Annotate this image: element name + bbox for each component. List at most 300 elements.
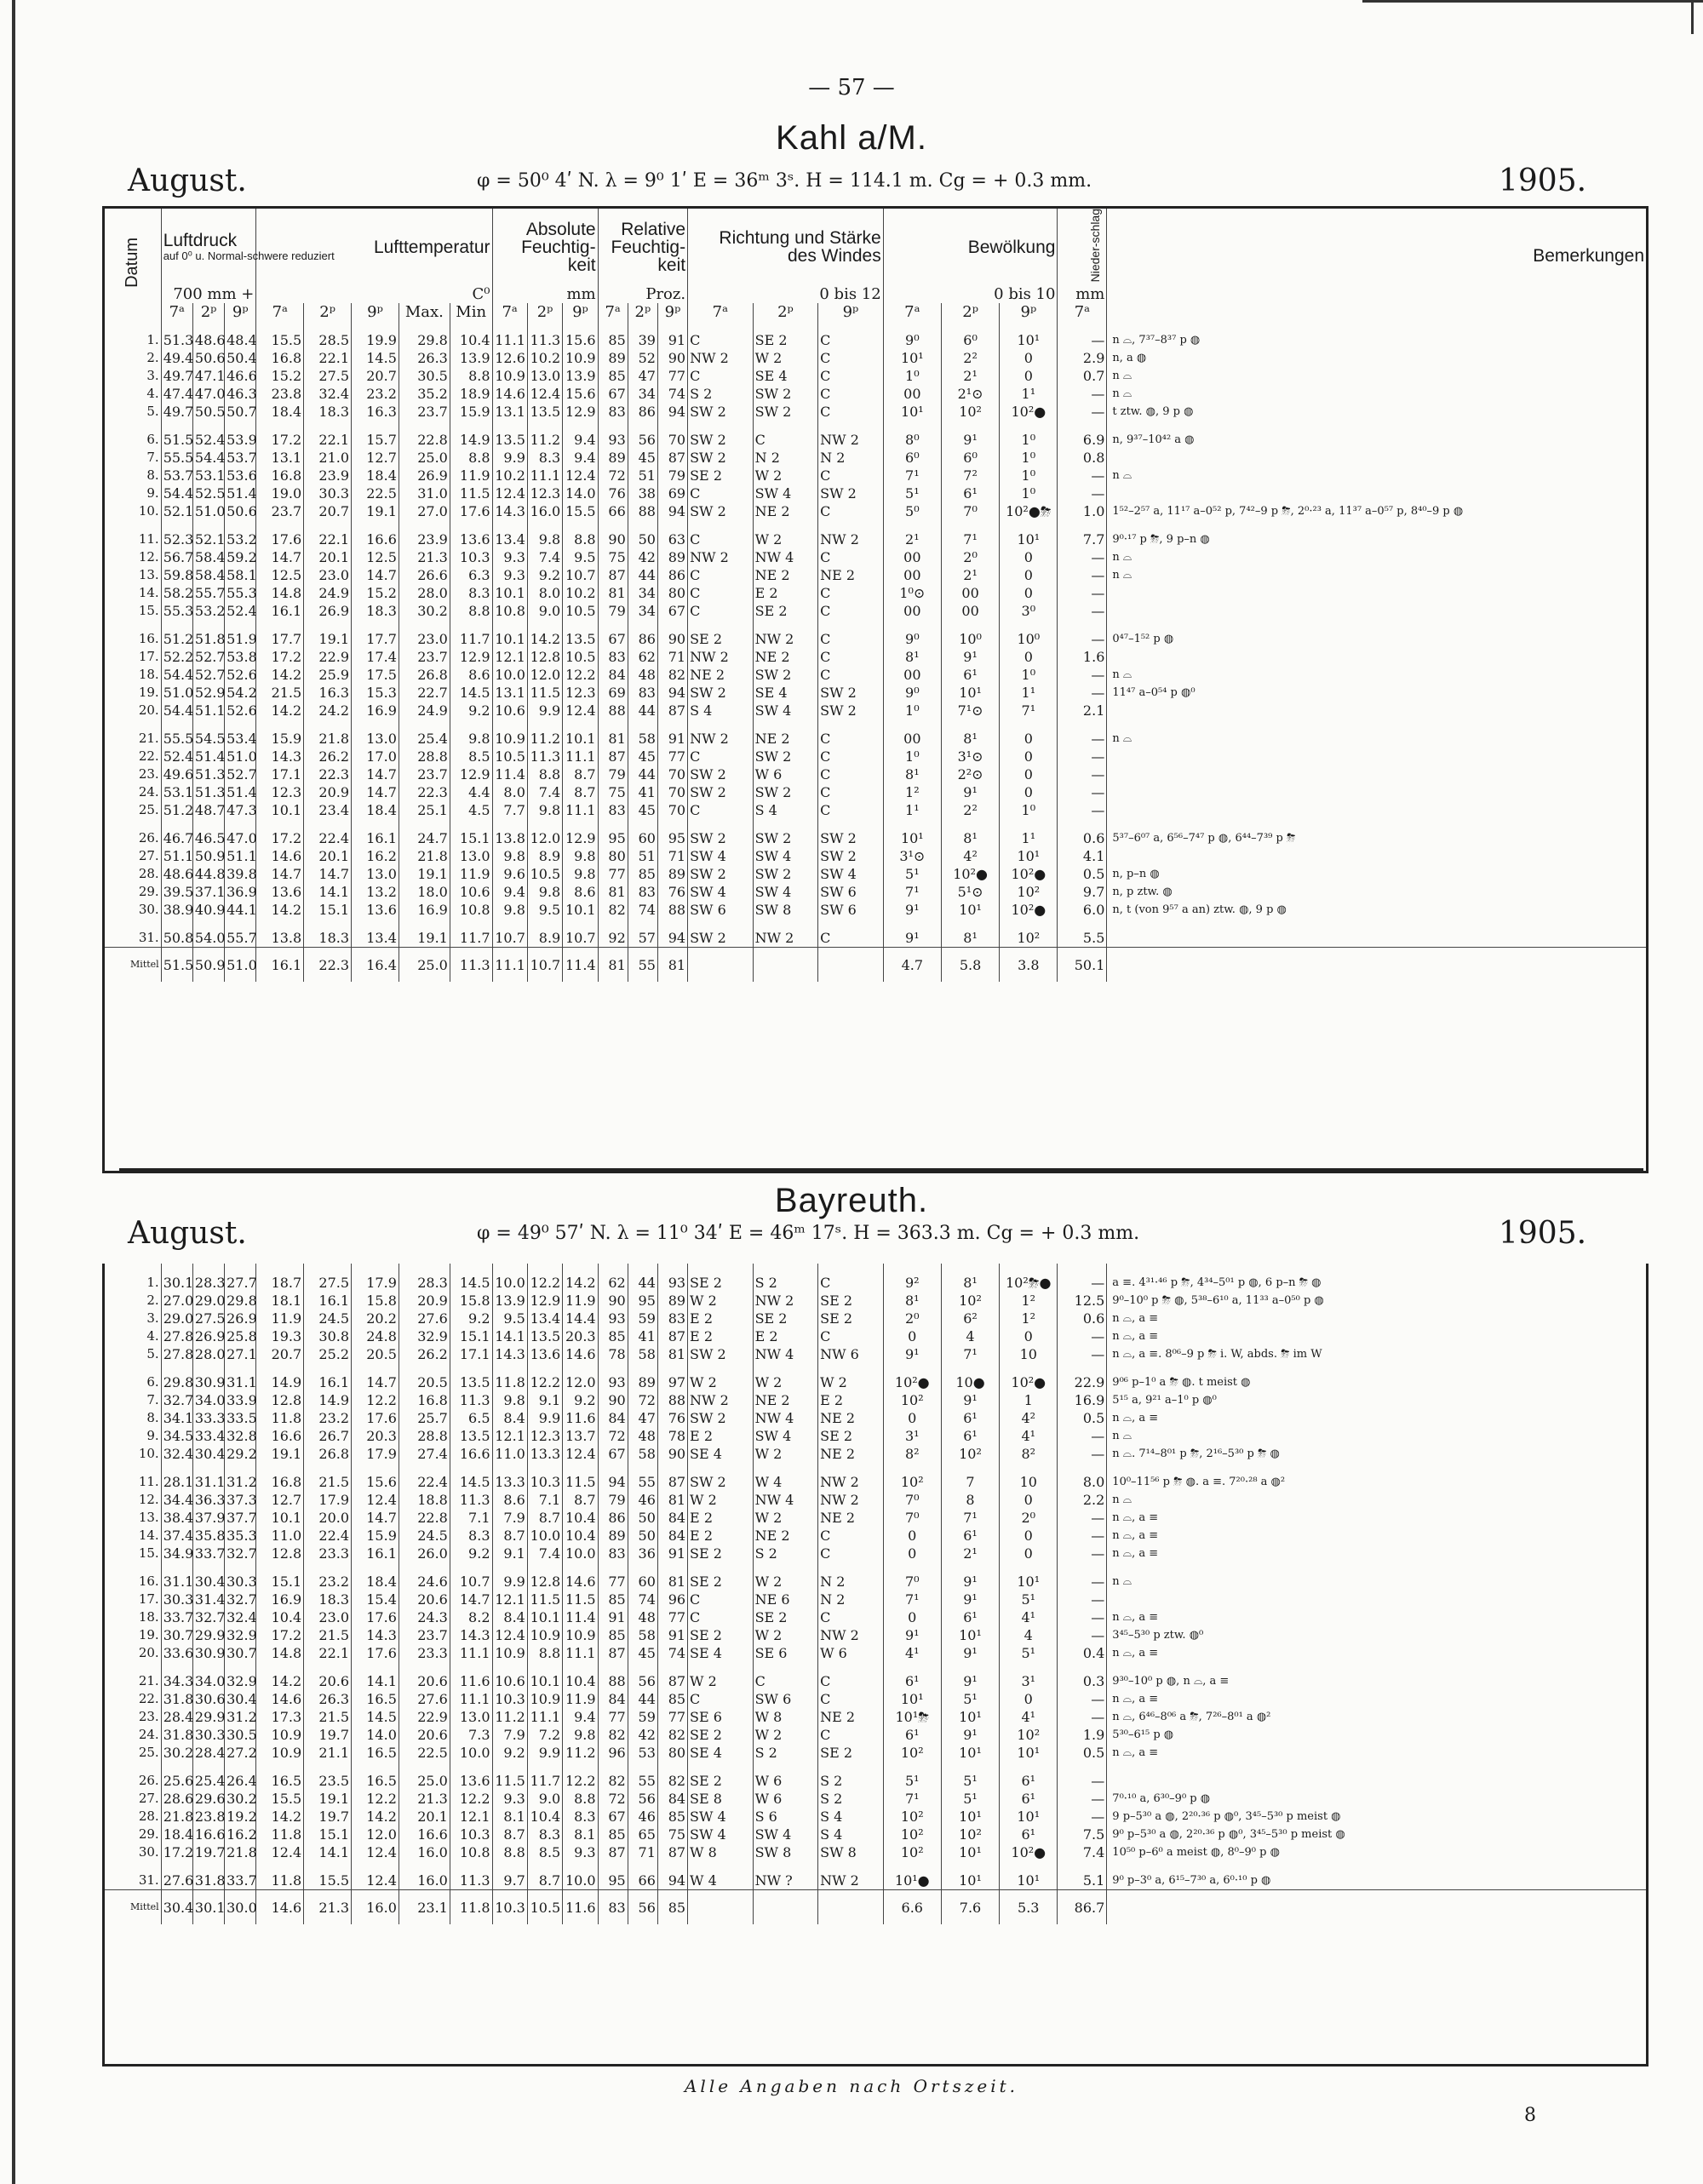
cell-a7: 12.4 <box>492 1626 527 1644</box>
cell-w7: SW 2 <box>688 403 754 421</box>
cell-p2: 53.2 <box>192 602 224 620</box>
cell-p2: 48.6 <box>192 321 224 349</box>
mittel-cell-nied: 50.1 <box>1058 948 1107 983</box>
cell-tmin: 10.7 <box>450 1562 492 1591</box>
cell-day: 30. <box>138 902 159 918</box>
cell-r9: 76 <box>657 1409 687 1427</box>
cell-nied: 2.2 <box>1058 1491 1107 1509</box>
cell-nied: 7.7 <box>1058 520 1107 548</box>
cell-a7: 12.1 <box>492 1591 527 1608</box>
cell-p7: 53.1 <box>161 783 192 801</box>
cell-w7: E 2 <box>688 1427 754 1445</box>
cell-b9: 1⁰ <box>1000 484 1058 502</box>
cell-rem: 10⁵⁰ p–6⁰ a meist ◍, 8⁰–9⁰ p ◍ <box>1107 1843 1646 1861</box>
cell-b2: 10¹ <box>941 1843 999 1861</box>
cell-a9: 12.9 <box>563 403 598 421</box>
cell-p7: 51.0 <box>161 684 192 702</box>
cell-t9: 17.6 <box>352 1608 399 1626</box>
cell-nied: — <box>1058 1626 1107 1644</box>
cell-w2: SW 8 <box>753 901 818 919</box>
cell-b7: 8¹ <box>883 765 941 783</box>
cell-a9: 14.6 <box>563 1562 598 1591</box>
cell-p7: 33.7 <box>161 1608 192 1626</box>
cell-nied: 4.1 <box>1058 847 1107 865</box>
cell-t9: 12.4 <box>352 1491 399 1509</box>
cell-b2: 10¹ <box>941 684 999 702</box>
cell-p9: 27.2 <box>225 1744 256 1762</box>
cell-day: 24. <box>138 1727 159 1742</box>
cell-nied: 1.6 <box>1058 648 1107 666</box>
cell-t2: 26.3 <box>304 1690 352 1708</box>
cell-r9: 91 <box>657 1545 687 1562</box>
mittel-cell-r7: 83 <box>598 1890 628 1925</box>
cell-p7: 52.1 <box>161 502 192 520</box>
cell-w7: C <box>688 484 754 502</box>
cell-w2: SW 4 <box>753 883 818 901</box>
cell-w2: W 6 <box>753 765 818 783</box>
cell-day: 29. <box>138 1826 159 1842</box>
cell-p2: 50.9 <box>192 847 224 865</box>
cell-r2: 58 <box>628 1626 657 1644</box>
cell-w2: SE 2 <box>753 1608 818 1626</box>
cell-a2: 12.2 <box>527 1264 562 1292</box>
cell-w7: SW 4 <box>688 883 754 901</box>
cell-w7: SW 2 <box>688 684 754 702</box>
cell-tmax: 28.8 <box>399 1427 450 1445</box>
mittel-cell-t7: 14.6 <box>256 1890 304 1925</box>
cell-tmin: 10.3 <box>450 1826 492 1843</box>
table-row <box>105 1744 1646 1762</box>
cell-a9: 10.4 <box>563 1662 598 1690</box>
cell-r7: 87 <box>598 748 628 765</box>
cell-a7: 10.0 <box>492 1264 527 1292</box>
cell-a7: 8.6 <box>492 1491 527 1509</box>
cell-w9: C <box>818 1608 884 1626</box>
cell-a7: 9.4 <box>492 883 527 901</box>
cell-t2: 15.1 <box>304 901 352 919</box>
table-row <box>105 1808 1646 1826</box>
cell-tmax: 32.9 <box>399 1327 450 1345</box>
cell-w9: SE 2 <box>818 1744 884 1762</box>
cell-w2: SW 2 <box>753 666 818 684</box>
cell-b2: 4² <box>941 847 999 865</box>
cell-day: 5. <box>146 404 159 420</box>
cell-b7: 1⁰ <box>883 367 941 385</box>
cell-nied: 0.5 <box>1058 865 1107 883</box>
mittel-cell-a2: 10.5 <box>527 1890 562 1925</box>
cell-w9: SW 6 <box>818 901 884 919</box>
cell-p2: 47.1 <box>192 367 224 385</box>
table-row <box>105 1826 1646 1843</box>
cell-w2: SW 2 <box>753 865 818 883</box>
cell-t9: 17.5 <box>352 666 399 684</box>
cell-p7: 31.8 <box>161 1690 192 1708</box>
cell-tmax: 20.5 <box>399 1363 450 1391</box>
cell-b7: 5⁰ <box>883 502 941 520</box>
cell-w9: N 2 <box>818 1562 884 1591</box>
cell-nied: — <box>1058 1790 1107 1808</box>
cell-t9: 19.9 <box>352 321 399 349</box>
cell-w7: E 2 <box>688 1327 754 1345</box>
cell-t7: 15.2 <box>256 367 304 385</box>
table-row <box>105 321 1646 349</box>
cell-r7: 85 <box>598 1626 628 1644</box>
cell-w9: C <box>818 765 884 783</box>
cell-p9: 25.8 <box>225 1327 256 1345</box>
cell-a2: 8.7 <box>527 1509 562 1527</box>
cell-p7: 27.8 <box>161 1345 192 1363</box>
cell-t9: 19.1 <box>352 502 399 520</box>
cell-a2: 12.8 <box>527 1562 562 1591</box>
cell-tmax: 20.9 <box>399 1292 450 1310</box>
cell-r2: 74 <box>628 1591 657 1608</box>
cell-b2: 10¹ <box>941 1808 999 1826</box>
cell-a2: 12.0 <box>527 666 562 684</box>
cell-b7: 9² <box>883 1264 941 1292</box>
cell-b2: 5¹ <box>941 1762 999 1790</box>
cell-p9: 32.9 <box>225 1626 256 1644</box>
cell-a9: 10.5 <box>563 648 598 666</box>
cell-p2: 37.1 <box>192 883 224 901</box>
cell-b7: 0 <box>883 1527 941 1545</box>
cell-w7: SE 2 <box>688 620 754 648</box>
mittel-cell-t9: 16.0 <box>352 1890 399 1925</box>
cell-w9: NE 2 <box>818 566 884 584</box>
cell-t2: 17.9 <box>304 1491 352 1509</box>
page-number: — 57 — <box>808 75 895 100</box>
cell-a2: 11.2 <box>527 719 562 748</box>
cell-a7: 9.3 <box>492 566 527 584</box>
subheader-cell: 7ᵃ <box>688 303 754 321</box>
header-bemerkungen: Bemerkungen <box>1107 209 1646 303</box>
cell-w7: SW 2 <box>688 1409 754 1427</box>
mittel-cell-w9 <box>818 948 884 983</box>
cell-a9: 10.0 <box>563 1545 598 1562</box>
cell-w7: C <box>688 1690 754 1708</box>
cell-tmax: 24.9 <box>399 702 450 719</box>
mittel-cell-r9: 81 <box>657 948 687 983</box>
cell-t7: 12.4 <box>256 1843 304 1861</box>
table-row <box>105 1445 1646 1463</box>
cell-t2: 23.2 <box>304 1409 352 1427</box>
cell-t2: 24.2 <box>304 702 352 719</box>
cell-a2: 12.8 <box>527 648 562 666</box>
cell-t9: 24.8 <box>352 1327 399 1345</box>
cell-b2: 6² <box>941 1310 999 1327</box>
cell-b2: 9¹ <box>941 421 999 449</box>
cell-t9: 14.5 <box>352 349 399 367</box>
cell-p9: 52.6 <box>225 666 256 684</box>
cell-p7: 59.8 <box>161 566 192 584</box>
cell-t7: 12.3 <box>256 783 304 801</box>
cell-r7: 92 <box>598 919 628 948</box>
mittel-label: Mittel <box>105 1890 161 1925</box>
cell-r9: 90 <box>657 620 687 648</box>
cell-rem: n ⌓, a ≡ <box>1107 1527 1646 1545</box>
header-rel-feuchtigkeit: Relative Feuchtig-keit <box>598 209 687 285</box>
cell-p7: 34.9 <box>161 1545 192 1562</box>
cell-w2: NE 2 <box>753 1527 818 1545</box>
mittel-cell-r7: 81 <box>598 948 628 983</box>
cell-p9: 58.1 <box>225 566 256 584</box>
cell-t2: 21.8 <box>304 719 352 748</box>
cell-nied: — <box>1058 748 1107 765</box>
cell-tmin: 9.2 <box>450 702 492 719</box>
cell-b2: 7¹ <box>941 1345 999 1363</box>
cell-t7: 15.5 <box>256 321 304 349</box>
cell-r9: 94 <box>657 919 687 948</box>
cell-a9: 11.6 <box>563 1409 598 1427</box>
cell-p7: 52.2 <box>161 648 192 666</box>
cell-nied: — <box>1058 321 1107 349</box>
mittel-cell-nied: 86.7 <box>1058 1890 1107 1925</box>
cell-w9: C <box>818 602 884 620</box>
header-niederschlag: Nieder-schlag <box>1058 209 1107 285</box>
cell-b7: 1¹ <box>883 801 941 819</box>
cell-b9: 10² <box>1000 919 1058 948</box>
cell-tmax: 16.0 <box>399 1843 450 1861</box>
cell-p2: 34.0 <box>192 1391 224 1409</box>
cell-r7: 79 <box>598 1491 628 1509</box>
cell-b2: 3¹⊙ <box>941 748 999 765</box>
cell-b2: 10¹ <box>941 1626 999 1644</box>
mittel-cell-w2 <box>753 1890 818 1925</box>
cell-a7: 13.8 <box>492 819 527 847</box>
cell-w9: NW 2 <box>818 1491 884 1509</box>
cell-tmax: 25.7 <box>399 1409 450 1427</box>
cell-w2: E 2 <box>753 1327 818 1345</box>
cell-a2: 10.2 <box>527 349 562 367</box>
cell-rem <box>1107 748 1646 765</box>
cell-t9: 22.5 <box>352 484 399 502</box>
cell-t2: 21.0 <box>304 449 352 467</box>
cell-p9: 35.3 <box>225 1527 256 1545</box>
cell-b2: 7¹ <box>941 520 999 548</box>
cell-r2: 46 <box>628 1491 657 1509</box>
cell-w9: C <box>818 801 884 819</box>
cell-w2: NW 4 <box>753 1409 818 1427</box>
cell-w9: W 2 <box>818 1363 884 1391</box>
cell-tmin: 13.5 <box>450 1427 492 1445</box>
subheader-cell: 9ᵖ <box>657 303 687 321</box>
cell-w2: NW 4 <box>753 548 818 566</box>
cell-a9: 10.1 <box>563 719 598 748</box>
cell-w7: SW 2 <box>688 1463 754 1491</box>
cell-t2: 23.3 <box>304 1545 352 1562</box>
cell-rem: n ⌓ <box>1107 1562 1646 1591</box>
cell-b7: 8¹ <box>883 648 941 666</box>
cell-r9: 82 <box>657 666 687 684</box>
cell-r9: 85 <box>657 1690 687 1708</box>
cell-a2: 10.3 <box>527 1463 562 1491</box>
cell-rem: n ⌓, a ≡ <box>1107 1608 1646 1626</box>
cell-day: 28. <box>138 1809 159 1824</box>
cell-tmax: 24.6 <box>399 1562 450 1591</box>
cell-r9: 94 <box>657 684 687 702</box>
cell-b7: 8¹ <box>883 1292 941 1310</box>
cell-p9: 29.2 <box>225 1445 256 1463</box>
cell-a7: 10.9 <box>492 367 527 385</box>
cell-b2: 10● <box>941 1363 999 1391</box>
cell-p2: 29.0 <box>192 1292 224 1310</box>
cell-t7: 19.0 <box>256 484 304 502</box>
cell-b7: 2⁰ <box>883 1310 941 1327</box>
cell-t2: 20.7 <box>304 502 352 520</box>
cell-r2: 34 <box>628 385 657 403</box>
cell-nied: — <box>1058 484 1107 502</box>
cell-tmin: 13.0 <box>450 847 492 865</box>
cell-rem: 5³⁰–6¹⁵ p ◍ <box>1107 1726 1646 1744</box>
cell-w2: NW 2 <box>753 1292 818 1310</box>
cell-w9: SE 2 <box>818 1310 884 1327</box>
cell-w2: SW 2 <box>753 783 818 801</box>
cell-p7: 34.1 <box>161 1409 192 1427</box>
cell-tmin: 10.3 <box>450 548 492 566</box>
cell-a2: 9.8 <box>527 801 562 819</box>
cell-a7: 9.3 <box>492 1790 527 1808</box>
subheader-cell: 7ᵃ <box>883 303 941 321</box>
cell-day: 31. <box>138 1872 159 1888</box>
mittel-cell-t2: 21.3 <box>304 1890 352 1925</box>
mittel-cell-t7: 16.1 <box>256 948 304 983</box>
cell-a7: 10.7 <box>492 919 527 948</box>
cell-b2: 10⁰ <box>941 620 999 648</box>
cell-b7: 1² <box>883 783 941 801</box>
cell-t7: 10.4 <box>256 1608 304 1626</box>
cell-r2: 42 <box>628 1726 657 1744</box>
cell-t9: 17.6 <box>352 1409 399 1427</box>
cell-r7: 95 <box>598 819 628 847</box>
cell-b7: 8² <box>883 1445 941 1463</box>
cell-nied: 5.1 <box>1058 1861 1107 1890</box>
cell-t7: 11.8 <box>256 1826 304 1843</box>
cell-p9: 32.9 <box>225 1662 256 1690</box>
cell-a9: 15.5 <box>563 502 598 520</box>
cell-p9: 50.6 <box>225 502 256 520</box>
cell-a7: 9.8 <box>492 847 527 865</box>
cell-r9: 80 <box>657 1744 687 1762</box>
cell-b2: 2² <box>941 801 999 819</box>
cell-b9: 0 <box>1000 765 1058 783</box>
cell-t2: 19.7 <box>304 1726 352 1744</box>
cell-w2: W 2 <box>753 1626 818 1644</box>
cell-w9: W 6 <box>818 1644 884 1662</box>
cell-t2: 22.1 <box>304 520 352 548</box>
cell-b2: 9¹ <box>941 783 999 801</box>
cell-b7: 9¹ <box>883 919 941 948</box>
cell-a2: 9.0 <box>527 1790 562 1808</box>
cell-r2: 85 <box>628 865 657 883</box>
cell-r9: 89 <box>657 1292 687 1310</box>
cell-w9: NE 2 <box>818 1708 884 1726</box>
cell-r2: 56 <box>628 1662 657 1690</box>
cell-p2: 40.9 <box>192 901 224 919</box>
cell-r9: 71 <box>657 648 687 666</box>
cell-b9: 10¹ <box>1000 1562 1058 1591</box>
cell-tmax: 26.8 <box>399 666 450 684</box>
cell-r9: 88 <box>657 901 687 919</box>
cell-b7: 1⁰ <box>883 748 941 765</box>
cell-w2: SE 6 <box>753 1644 818 1662</box>
cell-t9: 15.6 <box>352 1463 399 1491</box>
cell-a7: 11.4 <box>492 765 527 783</box>
cell-t2: 20.6 <box>304 1662 352 1690</box>
cell-p2: 35.8 <box>192 1527 224 1545</box>
subheader-cell: 2ᵖ <box>192 303 224 321</box>
cell-tmin: 11.3 <box>450 1491 492 1509</box>
cell-a9: 11.4 <box>563 1608 598 1626</box>
header-wind: Richtung und Stärke des Windes <box>688 209 884 285</box>
cell-p7: 55.3 <box>161 602 192 620</box>
cell-p9: 36.9 <box>225 883 256 901</box>
cell-t9: 16.6 <box>352 520 399 548</box>
cell-a7: 12.1 <box>492 648 527 666</box>
cell-tmax: 28.8 <box>399 748 450 765</box>
cell-t7: 17.6 <box>256 520 304 548</box>
cell-w2: SW 4 <box>753 702 818 719</box>
cell-r9: 77 <box>657 367 687 385</box>
cell-w2: NE 2 <box>753 566 818 584</box>
cell-w2: W 4 <box>753 1463 818 1491</box>
cell-tmin: 15.9 <box>450 403 492 421</box>
cell-r2: 45 <box>628 801 657 819</box>
cell-p7: 54.4 <box>161 666 192 684</box>
cell-w7: SW 6 <box>688 901 754 919</box>
mittel-cell-p2: 30.1 <box>192 1890 224 1925</box>
cell-tmax: 22.8 <box>399 1509 450 1527</box>
cell-rem: 11⁴⁷ a–0⁵⁴ p ◍⁰ <box>1107 684 1646 702</box>
cell-tmax: 30.2 <box>399 602 450 620</box>
cell-t9: 15.3 <box>352 684 399 702</box>
cell-w2: N 2 <box>753 449 818 467</box>
cell-p7: 46.7 <box>161 819 192 847</box>
cell-r7: 95 <box>598 1861 628 1890</box>
cell-t7: 16.1 <box>256 602 304 620</box>
cell-p9: 33.9 <box>225 1391 256 1409</box>
cell-tmin: 14.3 <box>450 1626 492 1644</box>
cell-p9: 53.7 <box>225 449 256 467</box>
cell-tmax: 25.1 <box>399 801 450 819</box>
cell-w2: NW 4 <box>753 1491 818 1509</box>
cell-b9: 0 <box>1000 1545 1058 1562</box>
cell-day: 18. <box>138 667 159 683</box>
table-row <box>105 719 1646 748</box>
cell-a9: 14.6 <box>563 1345 598 1363</box>
cell-b7: 00 <box>883 666 941 684</box>
cell-a9: 11.9 <box>563 1690 598 1708</box>
cell-day: 29. <box>138 884 159 900</box>
cell-t7: 16.6 <box>256 1427 304 1445</box>
cell-b9: 0 <box>1000 1491 1058 1509</box>
cell-t7: 10.9 <box>256 1744 304 1762</box>
cell-day: 31. <box>138 930 159 946</box>
cell-t9: 14.3 <box>352 1626 399 1644</box>
cell-p7: 48.6 <box>161 865 192 883</box>
cell-p2: 54.5 <box>192 719 224 748</box>
cell-w7: SW 2 <box>688 765 754 783</box>
cell-r9: 84 <box>657 1527 687 1545</box>
cell-r7: 72 <box>598 467 628 484</box>
cell-t9: 14.0 <box>352 1726 399 1744</box>
cell-t2: 26.8 <box>304 1445 352 1463</box>
cell-a9: 8.7 <box>563 1491 598 1509</box>
table-row <box>105 367 1646 385</box>
cell-w7: C <box>688 321 754 349</box>
cell-t9: 16.9 <box>352 702 399 719</box>
cell-a9: 12.0 <box>563 1363 598 1391</box>
month-label: August. <box>128 163 247 198</box>
cell-day: 12. <box>138 549 159 565</box>
